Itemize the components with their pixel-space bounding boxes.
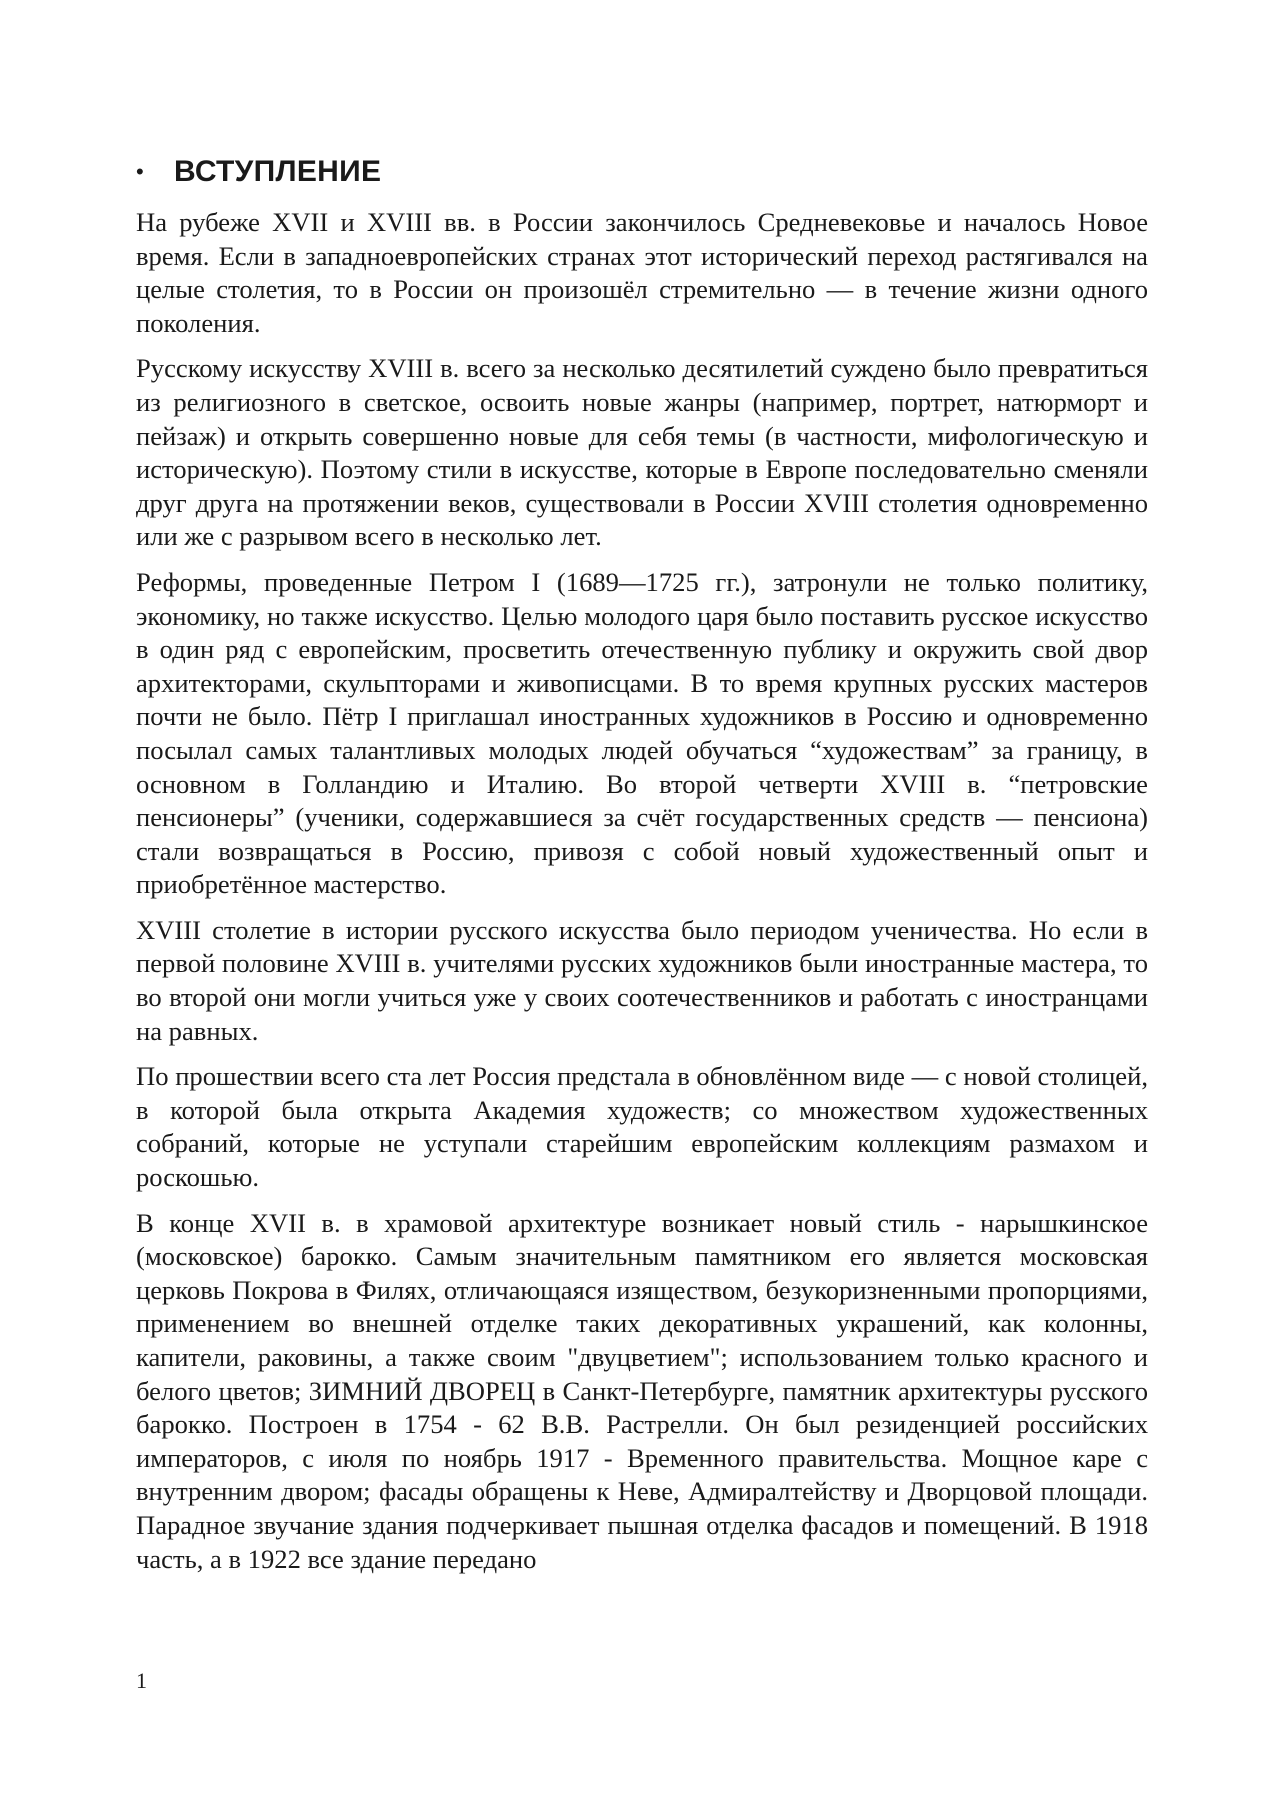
paragraph-3: Реформы, проведенные Петром I (1689—1725 гг.), затронули не только политику, экономику, но также искусство. Целью молодого царя было поставить русское искусство в один ряд с европейским, просветить отечественную публику и окружить свой двор архитекторами, скульпторами и живописцами. В то время крупных русских мастеров почти не было. Пётр I приглашал иностранных художников в Россию и одновременно посылал самых талантливых молодых людей обучаться “художествам” за границу, в основном в Голландию и Италию. Во второй четверти XVIII в. “петровские пенсионеры” (ученики, содержавшиеся за счёт государственных средств — пенсиона) стали возвращаться в Россию, привозя с собой новый художественный опыт и приобретённое мастерство. xyxy=(136,566,1148,900)
paragraph-6: В конце XVII в. в храмовой архитектуре возникает новый стиль - нарышкинское (московское) барокко. Самым значительным памятником его является московская церковь Покрова в Филях, отличающаяся изяществом, безукоризненными пропорциями, применением во внешней отделке таких декоративных украшений, как колонны, капители, раковины, а также своим "двуцветием"; использованием только красного и белого цветов; ЗИМНИЙ ДВОРЕЦ в Санкт-Петербурге, памятник архитектуры русского барокко. Построен в 1754 - 62 В.В. Растрелли. Он был резиденцией российских императоров, с июля по ноябрь 1917 - Временного правительства. Мощное каре с внутренним двором; фасады обращены к Неве, Адмиралтейству и Дворцовой площади. Парадное звучание здания подчеркивает пышная отделка фасадов и помещений. В 1918 часть, а в 1922 все здание передано xyxy=(136,1207,1148,1574)
heading-title: ВСТУПЛЕНИЕ xyxy=(174,155,382,188)
paragraph-5: По прошествии всего ста лет Россия предстала в обновлённом виде — с новой столицей, в которой была открыта Академия художеств; со множеством художественных собраний, которые не уступали старейшим европейским коллекциям размахом и роскошью. xyxy=(136,1061,1148,1193)
paragraph-2: Русскому искусству XVIII в. всего за несколько десятилетий суждено было превратиться из религиозного в светское, освоить новые жанры (например, портрет, натюрморт и пейзаж) и открыть совершенно новые для себя темы (в частности, мифологическую и историческую). Поэтому стили в искусстве, которые в Европе последовательно сменяли друг друга на протяжении веков, существовали в России XVIII столетия одновременно или же с разрывом всего в несколько лет. xyxy=(136,353,1148,552)
paragraph-1: На рубеже XVII и XVIII вв. в России закончилось Средневековье и началось Новое время. Если в западноевропейских странах этот исторический переход растягивался на целые столетия, то в России он произошёл стремительно — в течение жизни одного поколения. xyxy=(136,207,1148,338)
page-content xyxy=(136,148,1148,1588)
bullet-icon: • xyxy=(136,159,144,184)
paragraph-4: XVIII столетие в истории русского искусства было периодом ученичества. Но если в первой половине XVIII в. учителями русских художников были иностранные мастера, то во второй они могли учиться уже у своих соотечественников и работать с иностранцами на равных. xyxy=(136,914,1148,1046)
section-heading xyxy=(136,148,1148,196)
page-number: 1 xyxy=(136,1668,147,1693)
